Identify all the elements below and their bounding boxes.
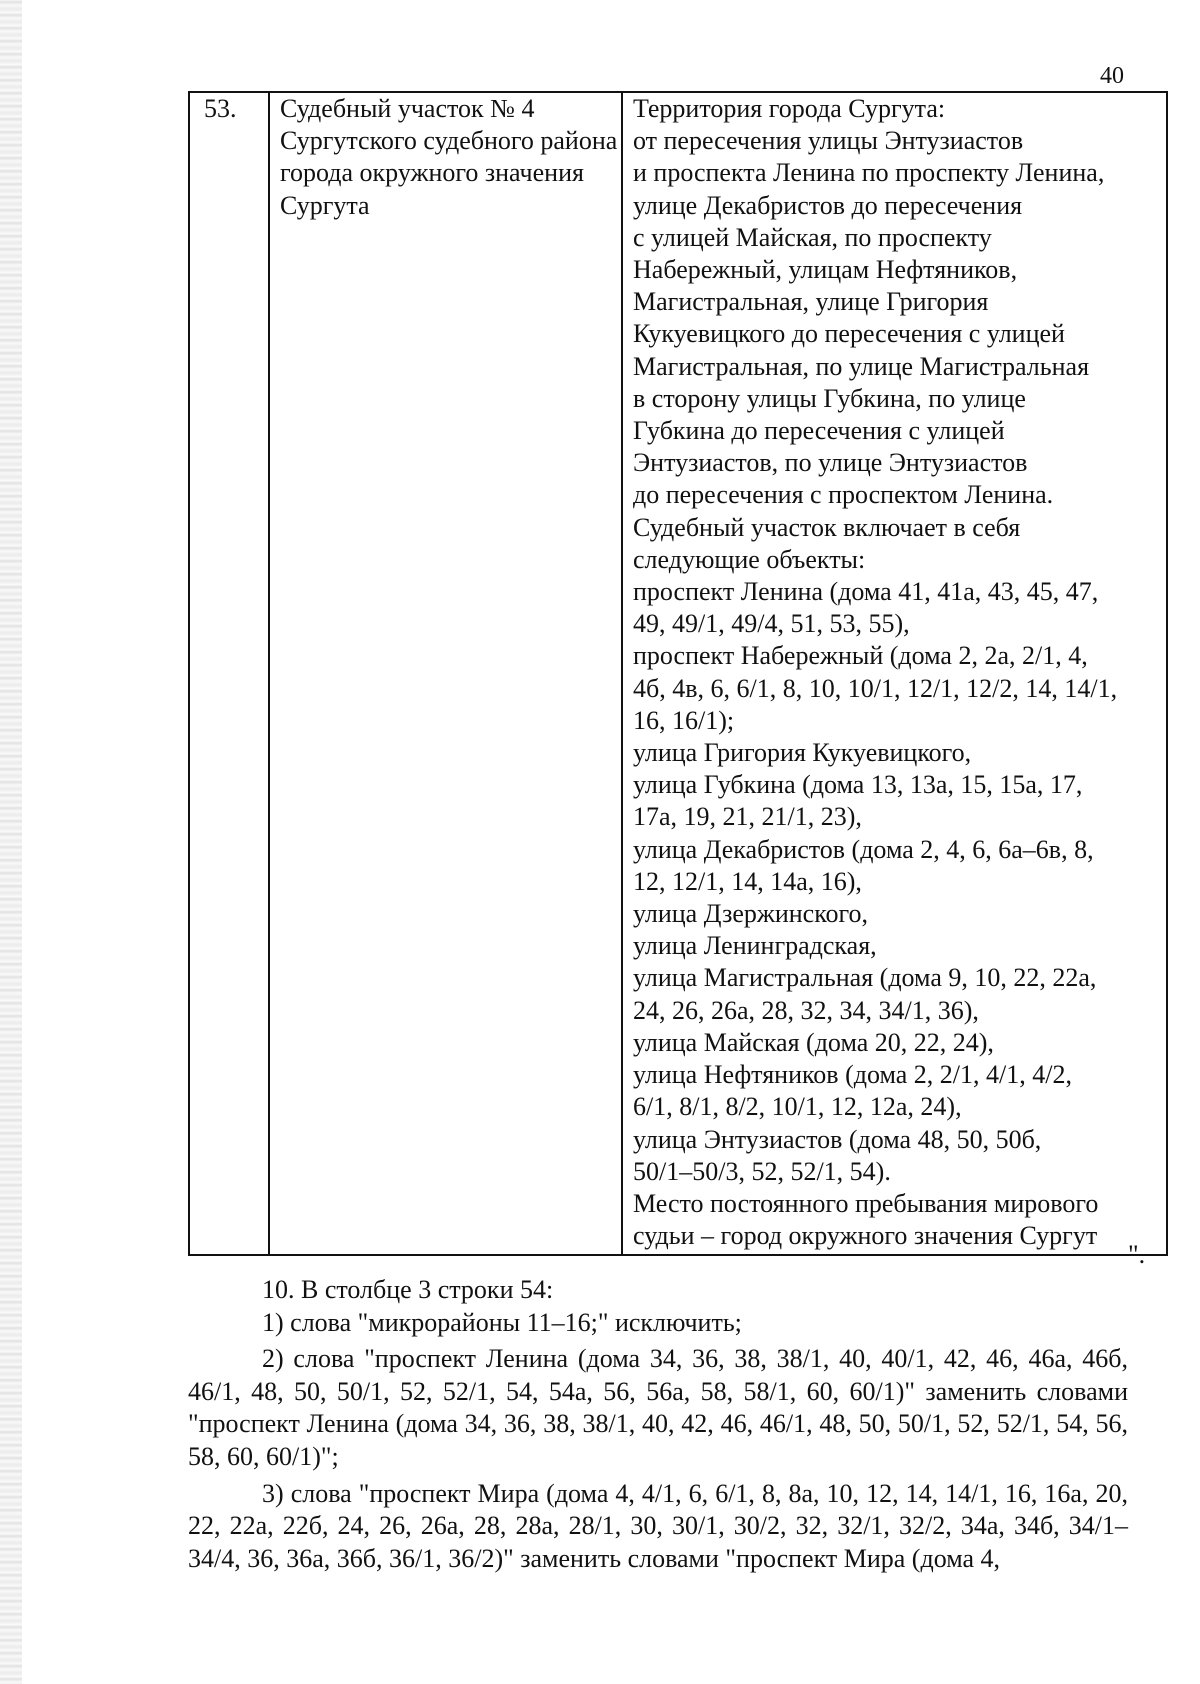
territory-line: 24, 26, 26а, 28, 32, 34, 34/1, 36), <box>633 995 979 1025</box>
territory-line: следующие объекты: <box>633 544 866 574</box>
subitem-3: 3) слова "проспект Мира (дома 4, 4/1, 6, 6/1, 8, 8а, 10, 12, 14, 14/1, 16, 16а, 20, 22, 22а, 22б, 24, 26, 26а, 28, 28а, 28/1, 30, 30/1, 30/2, 32, 32/1, 32/2, 34а, 34б, 34/1–34/4, 36, 36а, 36б, 36/1, 36/2)" заменить словами "проспект Мира (дома 4, <box>188 1478 1128 1573</box>
territory-line: 17а, 19, 21, 21/1, 23), <box>633 802 862 832</box>
territory-line: улица Энтузиастов (дома 48, 50, 50б, <box>633 1124 1042 1154</box>
territory-line: Набережный, улицам Нефтяников, <box>633 255 1018 285</box>
territory-line: Территория города Сургута: <box>633 94 946 123</box>
amendment-text <box>188 1274 1128 1575</box>
subitem-1: 1) слова "микрорайоны 11–16;" исключить; <box>262 1307 742 1337</box>
territory-line: улица Магистральная (дома 9, 10, 22, 22а, <box>633 963 1097 993</box>
territory-line: 12, 12/1, 14, 14а, 16), <box>633 866 862 896</box>
territory-line: 49, 49/1, 49/4, 51, 53, 55), <box>633 609 910 639</box>
territory-line: Судебный участок включает в себя <box>633 512 1021 542</box>
territory-line: улица Декабристов (дома 2, 4, 6, 6а–6в, 8, <box>633 834 1094 864</box>
territory-line: Место постоянного пребывания мирового <box>633 1188 1099 1218</box>
territory-line: Магистральная, улице Григория <box>633 287 989 317</box>
territory-line: Магистральная, по улице Магистральная <box>633 351 1090 381</box>
territory-line: проспект Набережный (дома 2, 2а, 2/1, 4, <box>633 641 1088 671</box>
territory-line: улица Майская (дома 20, 22, 24), <box>633 1027 994 1057</box>
territory-line: до пересечения с проспектом Ленина. <box>633 480 1054 510</box>
territory-line: от пересечения улицы Энтузиастов <box>633 126 1024 156</box>
territory-cell <box>622 92 1167 1255</box>
territory-line: Кукуевицкого до пересечения с улицей <box>633 319 1065 349</box>
territory-line: Губкина до пересечения с улицей <box>633 416 1005 446</box>
territory-line: улица Дзержинского, <box>633 899 869 929</box>
page-number: 40 <box>1100 63 1124 89</box>
territory-line: и проспекта Ленина по проспекту Ленина, <box>633 158 1105 188</box>
closing-quote-mark: ". <box>1128 1240 1146 1269</box>
territory-line: 50/1–50/3, 52, 52/1, 54). <box>633 1156 891 1186</box>
territory-line: 6/1, 8/1, 8/2, 10/1, 12, 12а, 24), <box>633 1092 962 1122</box>
territory-description <box>633 93 1160 1254</box>
court-name-cell <box>269 92 622 1255</box>
court-district-table <box>188 91 1168 1256</box>
territory-line: Энтузиастов, по улице Энтузиастов <box>633 448 1028 478</box>
subitem-2: 2) слова "проспект Ленина (дома 34, 36, 38, 38/1, 40, 40/1, 42, 46, 46а, 46б, 46/1, 48, 50, 50/1, 52, 52/1, 54, 54а, 56, 56а, 58, 58/1, 60, 60/1)" заменить словами "проспект Ленина (дома 34, 36, 38, 38/1, 40, 42, 46, 46/1, 48, 50, 50/1, 52, 52/1, 54, 56, 58, 60, 60/1)"; <box>188 1344 1128 1471</box>
territory-line: улице Декабристов до пересечения <box>633 190 1023 220</box>
scan-edge-artifact <box>0 0 22 1684</box>
territory-line: судьи – город окружного значения Сургут <box>633 1221 1098 1251</box>
territory-line: с улицей Майская, по проспекту <box>633 222 992 252</box>
territory-line: улица Губкина (дома 13, 13а, 15, 15а, 17, <box>633 770 1083 800</box>
territory-line: 4б, 4в, 6, 6/1, 8, 10, 10/1, 12/1, 12/2, 14, 14/1, <box>633 673 1118 703</box>
territory-line: улица Григория Кукуевицкого, <box>633 738 972 768</box>
row-number: 53. <box>204 94 237 123</box>
row-number-cell <box>189 92 269 1255</box>
item-10-heading: 10. В столбце 3 строки 54: <box>262 1275 554 1304</box>
territory-line: улица Ленинградская, <box>633 931 877 961</box>
territory-line: в сторону улицы Губкина, по улице <box>633 383 1026 413</box>
territory-line: улица Нефтяников (дома 2, 2/1, 4/1, 4/2, <box>633 1060 1072 1090</box>
territory-line: проспект Ленина (дома 41, 41а, 43, 45, 47, <box>633 577 1099 607</box>
court-name: Судебный участок № 4 Сургутского судебного района города окружного значения Сургута <box>280 94 618 220</box>
table-row <box>189 92 1167 1255</box>
territory-line: 16, 16/1); <box>633 705 735 735</box>
